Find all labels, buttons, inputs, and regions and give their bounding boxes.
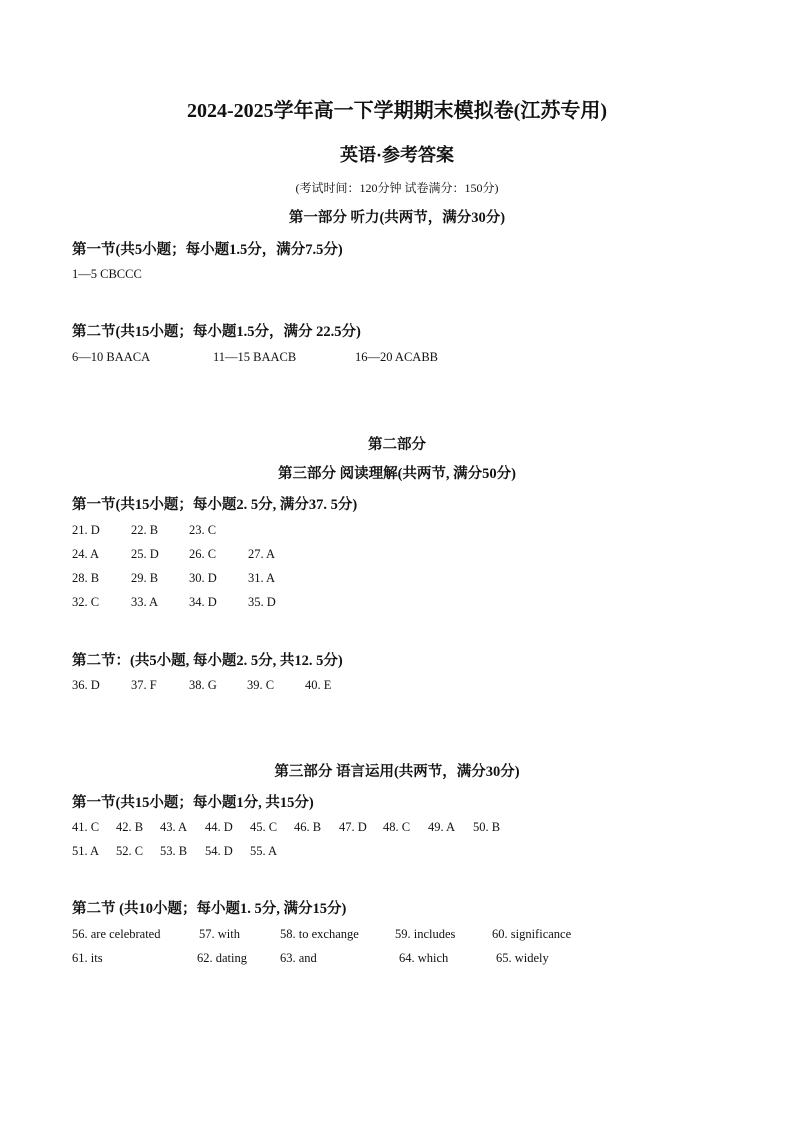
answer-item: 36. D <box>72 678 100 692</box>
answer-item: 60. significance <box>492 927 572 941</box>
answer-item: 53. B <box>160 844 188 858</box>
answer-item: 41. C <box>72 820 100 834</box>
answer-item: 37. F <box>131 678 157 692</box>
answer-item: 30. D <box>189 571 217 585</box>
answer-item: 65. widely <box>496 951 549 965</box>
answer-item: 51. A <box>72 844 100 858</box>
answer-item: 52. C <box>116 844 144 858</box>
answer-item: 34. D <box>189 595 217 609</box>
exam-note: (考试时间：120分钟 试卷满分：150分) <box>295 181 499 195</box>
answer-item: 49. A <box>428 820 456 834</box>
answer-item: 59. includes <box>395 927 456 941</box>
document-subtitle: 英语·参考答案 <box>339 145 454 165</box>
answer-item: 33. A <box>131 595 159 609</box>
answer-item: 11—15 BAACB <box>213 350 297 364</box>
language-sec2-heading: 第二节 (共10小题；每小题1. 5分, 满分15分) <box>72 901 347 917</box>
answer-item: 6—10 BAACA <box>72 350 151 364</box>
answer-item: 1—5 CBCCC <box>72 267 142 281</box>
answer-item: 64. which <box>399 951 449 965</box>
answer-item: 16—20 ACABB <box>355 350 439 364</box>
answer-item: 23. C <box>189 523 217 537</box>
answer-item: 48. C <box>383 820 411 834</box>
answer-item: 63. and <box>280 951 317 965</box>
answer-item: 21. D <box>72 523 100 537</box>
answer-item: 22. B <box>131 523 159 537</box>
answer-item: 43. A <box>160 820 188 834</box>
reading-sec1-heading: 第一节(共15小题；每小题2. 5分, 满分37. 5分) <box>72 497 358 513</box>
answer-item: 32. C <box>72 595 100 609</box>
listening-sec2-heading: 第二节(共15小题；每小题1.5分，满分 22.5分) <box>72 324 361 340</box>
answer-item: 25. D <box>131 547 159 561</box>
answer-item: 28. B <box>72 571 100 585</box>
language-sec1-heading: 第一节(共15小题；每小题1分, 共15分) <box>72 795 314 811</box>
answer-item: 47. D <box>339 820 367 834</box>
answer-item: 58. to exchange <box>280 927 359 941</box>
answer-item: 46. B <box>294 820 322 834</box>
answer-item: 24. A <box>72 547 100 561</box>
answer-item: 44. D <box>205 820 233 834</box>
answer-item: 55. A <box>250 844 278 858</box>
reading-sec2-heading: 第二节：(共5小题, 每小题2. 5分, 共12. 5分) <box>72 653 343 669</box>
answer-item: 31. A <box>248 571 276 585</box>
answer-item: 40. E <box>305 678 332 692</box>
answer-item: 50. B <box>473 820 501 834</box>
answer-item: 39. C <box>247 678 275 692</box>
answer-item: 45. C <box>250 820 278 834</box>
answer-item: 61. its <box>72 951 103 965</box>
answer-item: 26. C <box>189 547 217 561</box>
answer-item: 35. D <box>248 595 276 609</box>
part2-label: 第二部分 <box>368 437 426 453</box>
answer-item: 27. A <box>248 547 276 561</box>
answer-item: 56. are celebrated <box>72 927 161 941</box>
document-title: 2024-2025学年高一下学期期末模拟卷(江苏专用) <box>187 100 607 122</box>
part-listening-heading: 第一部分 听力(共两节，满分30分) <box>288 210 506 226</box>
answer-item: 54. D <box>205 844 233 858</box>
listening-sec1-heading: 第一节(共5小题；每小题1.5分，满分7.5分) <box>72 242 343 258</box>
answer-item: 57. with <box>199 927 240 941</box>
answer-item: 42. B <box>116 820 144 834</box>
part-reading-heading: 第三部分 阅读理解(共两节, 满分50分) <box>277 466 517 482</box>
answer-item: 29. B <box>131 571 159 585</box>
part-language-heading: 第三部分 语言运用(共两节，满分30分) <box>274 764 520 780</box>
answer-item: 62. dating <box>197 951 247 965</box>
answer-item: 38. G <box>189 678 217 692</box>
